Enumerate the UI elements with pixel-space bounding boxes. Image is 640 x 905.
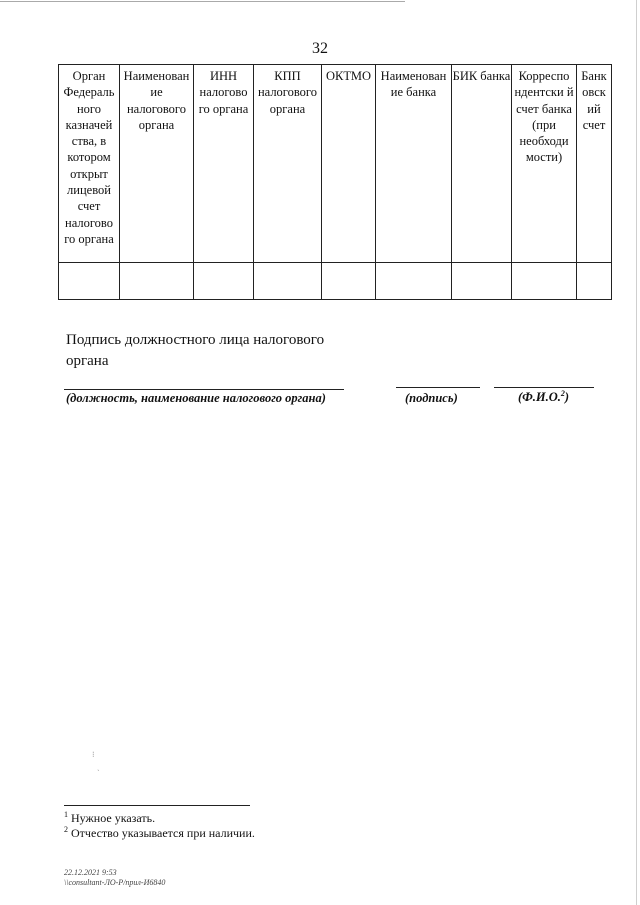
- header-kpp: КПП налогового органа: [254, 65, 322, 263]
- header-treasury-body: Орган Федераль ного казначей ства, в котором открыт лицевой счет налогово го органа: [59, 65, 120, 263]
- scan-artifact: ˎ: [97, 762, 100, 771]
- table-cell[interactable]: [577, 263, 612, 300]
- table-cell[interactable]: [376, 263, 452, 300]
- table-cell[interactable]: [322, 263, 376, 300]
- table-cell[interactable]: [59, 263, 120, 300]
- header-bik: БИК банка: [452, 65, 512, 263]
- bank-details-table: [58, 64, 612, 300]
- header-bank-name: Наименован ие банка: [376, 65, 452, 263]
- print-stamp-path: \\consultant-ЛО-Р/прил-И6840: [64, 878, 166, 887]
- table-cell[interactable]: [512, 263, 577, 300]
- footnote-2: [64, 823, 255, 840]
- header-tax-authority-name: Наименован ие налогового органа: [120, 65, 194, 263]
- top-edge-line: [0, 1, 405, 2]
- table-cell[interactable]: [194, 263, 254, 300]
- name-label: [518, 389, 569, 405]
- footnote-mark: 1: [64, 810, 68, 819]
- table-cell[interactable]: [452, 263, 512, 300]
- name-label-end: ): [564, 390, 570, 405]
- header-bank-account: Банк овск ий счет: [577, 65, 612, 263]
- position-signature-line: [64, 389, 344, 390]
- signature-title: Подпись должностного лица налогового органа: [66, 332, 325, 369]
- footnote-text: Отчество указывается при наличии.: [68, 826, 255, 840]
- sign-label: (подпись): [405, 391, 458, 405]
- header-correspondent-account: Корреспо ндентски й счет банка (при необходи мости): [512, 65, 577, 263]
- name-label-text: (Ф.И.О.: [518, 390, 561, 405]
- footnote-text: Нужное указать.: [68, 811, 156, 825]
- header-oktmo: ОКТМО: [322, 65, 376, 263]
- scan-edge: [636, 0, 637, 905]
- footnote-ref-2: 2: [560, 389, 565, 398]
- table-cell[interactable]: [120, 263, 194, 300]
- footnote-mark: 2: [64, 825, 68, 834]
- table-cell[interactable]: [254, 263, 322, 300]
- header-inn: ИНН налогово го органа: [194, 65, 254, 263]
- table-row: [59, 263, 612, 300]
- name-signature-line: [494, 387, 594, 388]
- sign-signature-line: [396, 387, 480, 388]
- position-label: (должность, наименование налогового органа): [66, 391, 326, 405]
- print-stamp-date: 22.12.2021 9:53: [64, 868, 117, 877]
- scan-artifact: ⁝: [92, 750, 95, 759]
- footnote-separator: [64, 805, 250, 806]
- page-number: 32: [312, 40, 328, 57]
- table-header-row: [59, 65, 612, 263]
